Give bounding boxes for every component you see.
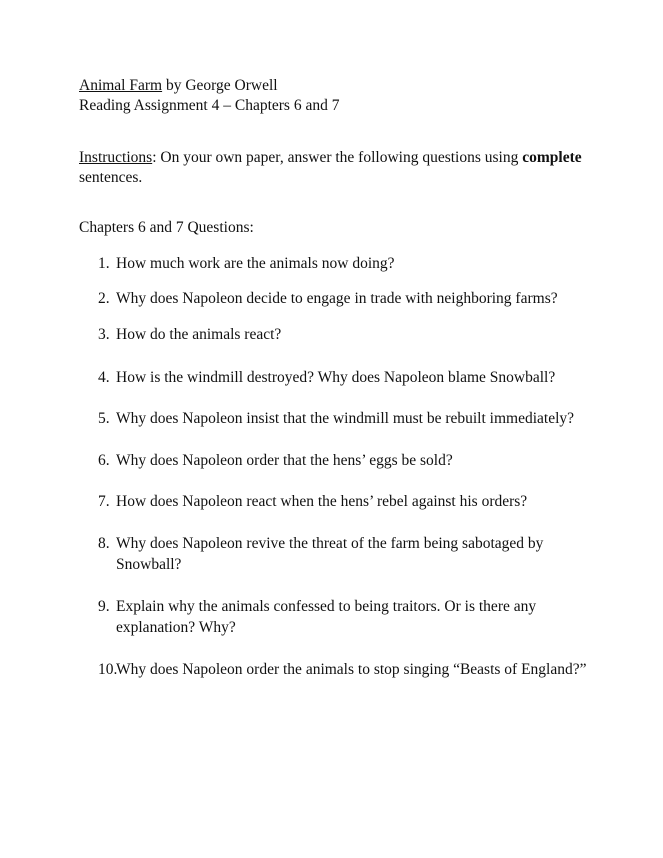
question-text: Why does Napoleon decide to engage in trade with neighboring farms? (116, 290, 558, 307)
question-number: 10. (98, 661, 118, 678)
question-text: Why does Napoleon insist that the windmill must be rebuilt immediately? (116, 410, 575, 427)
question-item (98, 596, 598, 638)
assignment-line: Reading Assignment 4 – Chapters 6 and 7 (79, 97, 340, 114)
question-number: 7. (98, 493, 110, 510)
question-text: Why does Napoleon order that the hens’ eggs be sold? (116, 452, 453, 469)
question-number: 9. (98, 598, 110, 615)
question-text: How does Napoleon react when the hens’ rebel against his orders? (116, 493, 528, 510)
question-item (98, 450, 598, 471)
question-number: 6. (98, 452, 110, 469)
question-number: 3. (98, 326, 110, 343)
title-line (79, 76, 278, 96)
question-number: 8. (98, 535, 110, 552)
question-number: 4. (98, 369, 110, 386)
instructions-line-2: sentences. (79, 169, 143, 186)
question-item (98, 324, 598, 345)
question-text-line-1: Explain why the animals confessed to being traitors. Or is there any (116, 598, 537, 615)
question-text: Why does Napoleon order the animals to stop singing “Beasts of England?” (116, 661, 587, 678)
section-heading: Chapters 6 and 7 Questions: (79, 219, 254, 236)
question-text: How do the animals react? (116, 326, 282, 343)
instructions-line (79, 148, 582, 168)
question-item (98, 659, 598, 680)
instructions-label: Instructions (79, 149, 153, 166)
question-item (98, 533, 598, 575)
question-number: 2. (98, 290, 110, 307)
question-text: How is the windmill destroyed? Why does Napoleon blame Snowball? (116, 369, 556, 386)
question-item (98, 408, 598, 429)
question-text-line-1: Why does Napoleon revive the threat of the farm being sabotaged by (116, 535, 544, 552)
question-number: 1. (98, 255, 110, 272)
question-number: 5. (98, 410, 110, 427)
question-text-line-2: Snowball? (116, 556, 182, 573)
question-item (98, 367, 598, 388)
instructions-text: : On your own paper, answer the following questions using (152, 149, 523, 166)
author-text: by George Orwell (162, 77, 278, 94)
book-title: Animal Farm (79, 77, 163, 94)
question-item (98, 288, 598, 309)
instructions-emphasis: complete (522, 149, 582, 166)
question-text: How much work are the animals now doing? (116, 255, 395, 272)
question-item (98, 491, 598, 512)
question-text-line-2: explanation? Why? (116, 619, 236, 636)
question-item (98, 253, 598, 274)
